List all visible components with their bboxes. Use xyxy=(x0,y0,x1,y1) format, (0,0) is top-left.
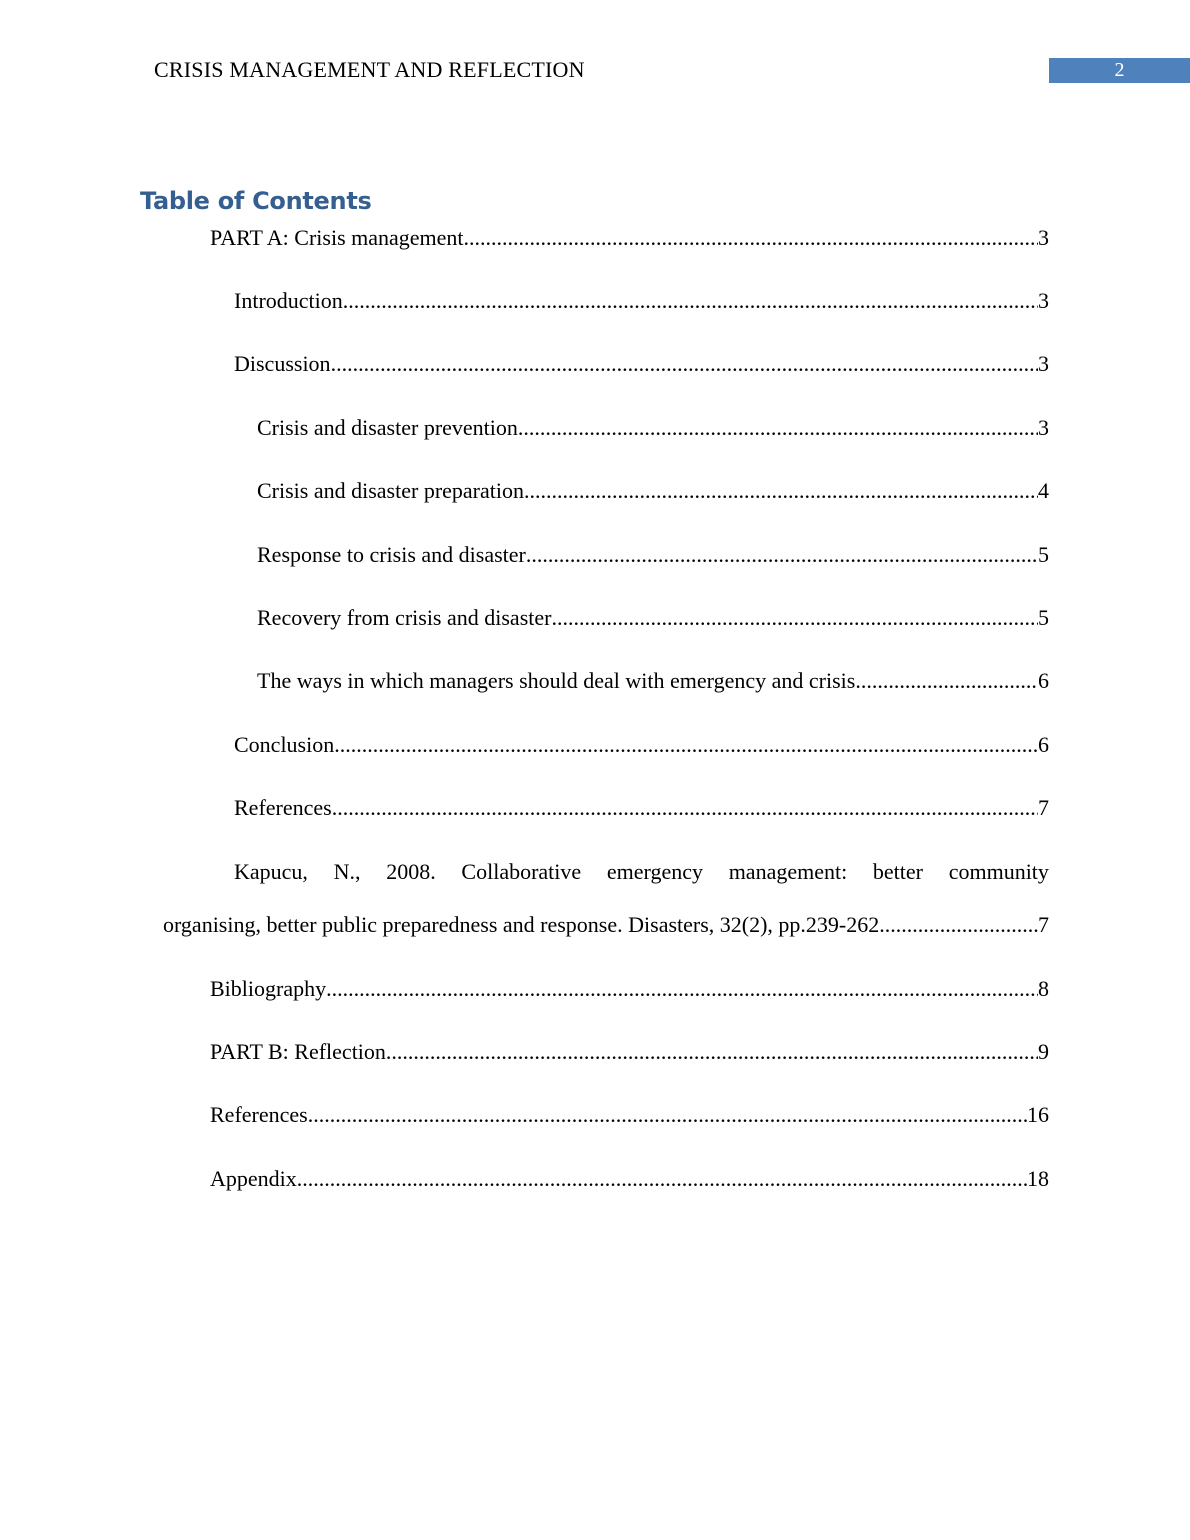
dot-leader xyxy=(518,413,1038,443)
reference-word: management: xyxy=(728,859,848,884)
dot-leader xyxy=(331,349,1038,379)
dot-leader xyxy=(464,223,1038,253)
toc-entry-label: Appendix xyxy=(210,1166,297,1191)
reference-word: N., xyxy=(333,859,361,884)
toc-entry-page: 8 xyxy=(1038,976,1049,1001)
toc-entry-page: 6 xyxy=(1038,732,1049,757)
reference-word: community xyxy=(948,859,1049,884)
toc-entry-label: Discussion xyxy=(234,351,331,376)
toc-entry-part-a[interactable] xyxy=(210,223,1049,253)
dot-leader xyxy=(334,730,1038,760)
reference-word: better xyxy=(872,859,923,884)
toc-entry-label: PART B: Reflection xyxy=(210,1039,386,1064)
dot-leader xyxy=(526,540,1038,570)
running-head-title: CRISIS MANAGEMENT AND REFLECTION xyxy=(154,57,585,82)
toc-entry-label: Recovery from crisis and disaster xyxy=(257,605,552,630)
toc-entry-page: 7 xyxy=(1038,912,1049,937)
toc-entry-discussion[interactable] xyxy=(234,349,1049,379)
toc-entry-label: Crisis and disaster preparation xyxy=(257,478,524,503)
toc-entry-page: 6 xyxy=(1038,668,1049,693)
reference-word: emergency xyxy=(606,859,703,884)
toc-entry-label: Response to crisis and disaster xyxy=(257,542,526,567)
reference-word: Kapucu, xyxy=(234,859,308,884)
dot-leader xyxy=(551,603,1038,633)
toc-entry-page: 5 xyxy=(1038,542,1049,567)
toc-entry-prevention[interactable] xyxy=(257,413,1049,443)
toc-entry-page: 9 xyxy=(1038,1039,1049,1064)
reference-word: 2008. xyxy=(386,859,436,884)
toc-entry-references-a[interactable] xyxy=(234,793,1049,823)
toc-entry-introduction[interactable] xyxy=(234,286,1049,316)
toc-entry-label: The ways in which managers should deal with emergency and crisis xyxy=(257,668,856,693)
toc-entry-managers[interactable] xyxy=(257,666,1049,696)
toc-entry-label: Crisis and disaster prevention xyxy=(257,415,518,440)
toc-entry-page: 3 xyxy=(1038,351,1049,376)
toc-entry-label: References xyxy=(210,1102,308,1127)
reference-line-2 xyxy=(163,910,1049,940)
dot-leader xyxy=(524,476,1038,506)
toc-entry-references-b[interactable] xyxy=(210,1100,1049,1130)
toc-entry-recovery[interactable] xyxy=(257,603,1049,633)
toc-entry-bibliography[interactable] xyxy=(210,974,1049,1004)
dot-leader xyxy=(332,793,1038,823)
dot-leader xyxy=(297,1164,1027,1194)
page-number-badge xyxy=(1049,58,1190,83)
toc-entry-conclusion[interactable] xyxy=(234,730,1049,760)
toc-heading: Table of Contents xyxy=(140,187,372,215)
dot-leader xyxy=(308,1100,1027,1130)
toc-entry-label: Bibliography xyxy=(210,976,327,1001)
toc-entry-appendix[interactable] xyxy=(210,1164,1049,1194)
toc-entry-page: 4 xyxy=(1038,478,1049,503)
toc-entry-label: Conclusion xyxy=(234,732,335,757)
reference-line-1 xyxy=(234,857,1049,887)
toc-entry-preparation[interactable] xyxy=(257,476,1049,506)
toc-entry-page: 3 xyxy=(1038,415,1049,440)
dot-leader xyxy=(343,286,1038,316)
toc-entry-label: References xyxy=(234,795,332,820)
toc-entry-response[interactable] xyxy=(257,540,1049,570)
toc-entry-page: 7 xyxy=(1038,795,1049,820)
toc-entry-page: 3 xyxy=(1038,225,1049,250)
dot-leader xyxy=(879,910,1038,940)
dot-leader xyxy=(386,1037,1038,1067)
toc-entry-label: PART A: Crisis management xyxy=(210,225,464,250)
dot-leader xyxy=(326,974,1038,1004)
toc-entry-label: organising, better public preparedness and response. Disasters, 32(2), pp.239-262 xyxy=(163,912,880,937)
dot-leader xyxy=(855,666,1038,696)
reference-word: Collaborative xyxy=(461,859,582,884)
toc-entry-page: 18 xyxy=(1027,1166,1049,1191)
toc-entry-page: 3 xyxy=(1038,288,1049,313)
toc-entry-page: 5 xyxy=(1038,605,1049,630)
page-number: 2 xyxy=(1114,59,1125,81)
toc-entry-label: Introduction xyxy=(234,288,343,313)
toc-entry-part-b[interactable] xyxy=(210,1037,1049,1067)
toc-entry-page: 16 xyxy=(1027,1102,1049,1127)
